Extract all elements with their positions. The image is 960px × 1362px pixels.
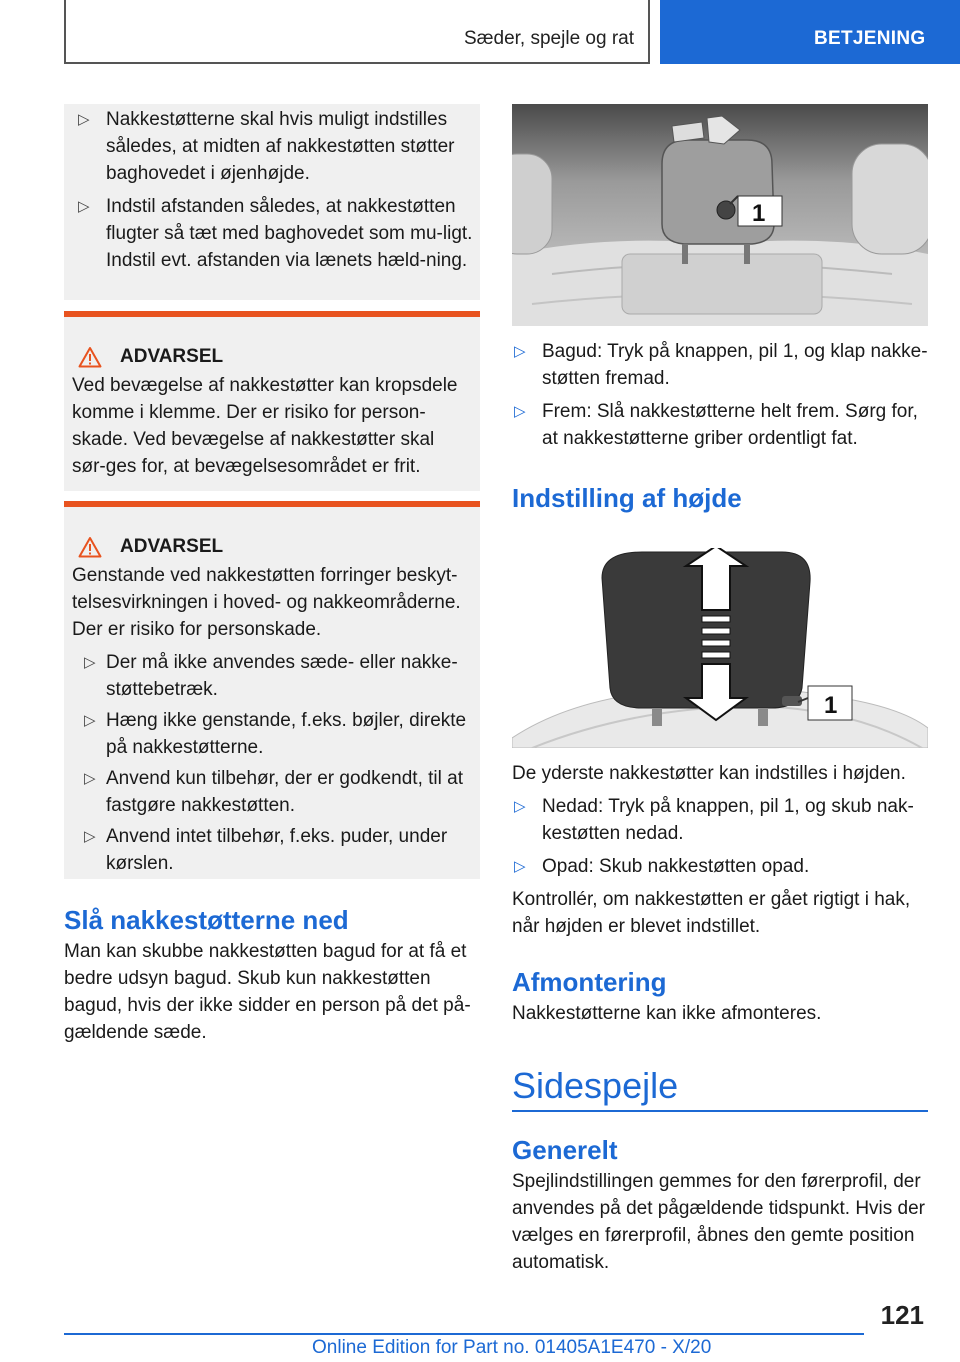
intro-bullet-box <box>64 104 480 300</box>
removal-section <box>512 966 928 1027</box>
intro-bullet-1: ▷ Nakkestøtterne skal hvis muligt indstilles således, at midten af nakkestøtten støtter baghovedet i øjenhøjde. <box>64 106 480 187</box>
bullet-triangle-icon: ▷ <box>78 111 90 128</box>
callout-label: 1 <box>752 200 766 227</box>
headrest-height-image <box>512 548 928 748</box>
height-bullet-2: ▷ Opad: Skub nakkestøtten opad. <box>512 853 928 880</box>
warning-text: Genstande ved nakkestøtten forringer beskyt-telsesvirkningen i hoved- og nakkeområderne. Der er risiko for personskade. <box>72 565 461 640</box>
bullet-triangle-icon: ▷ <box>514 798 526 815</box>
fold-bullet-1: ▷ Bagud: Tryk på knappen, pil 1, og klap nakke-støtten fremad. <box>512 338 928 392</box>
height-note: Kontrollér, om nakkestøtten er gået rigtigt i hak, når højden er blevet indstillet. <box>512 889 911 937</box>
section-text: Man kan skubbe nakkestøtten bagud for at få et bedre udsyn bagud. Skub kun nakkestøtten bagud, hvis der ikke sidder en person på det på-gældende sæde. <box>64 941 471 1043</box>
page-number: 121 <box>880 1300 924 1330</box>
warning-triangle-icon <box>78 346 102 368</box>
bullet-triangle-icon: ▷ <box>84 828 96 845</box>
bullet-triangle-icon: ▷ <box>78 198 90 215</box>
mirrors-divider <box>512 1110 928 1112</box>
warning-heading: ADVARSEL <box>72 533 472 560</box>
warning-text: Ved bevægelse af nakkestøtter kan kropsdele komme i klemme. Der er risiko for person-skade. Ved bevægelse af nakkestøtter skal sør-ges for, at bevægelsesområdet er frit. <box>72 375 458 477</box>
mirrors-heading: Sidespejle <box>512 1065 679 1106</box>
bullet-triangle-icon: ▷ <box>84 712 96 729</box>
headrest-fold-image <box>512 104 928 326</box>
section-heading: Slå nakkestøtterne ned <box>64 905 349 935</box>
warning-bullet-3: ▷ Anvend kun tilbehør, der er godkendt, til at fastgøre nakkestøtten. <box>70 765 472 819</box>
warning-box-1 <box>64 311 480 491</box>
header-chapter-title: BETJENING <box>814 28 926 49</box>
mirrors-section <box>512 1064 928 1276</box>
bullet-triangle-icon: ▷ <box>84 654 96 671</box>
header-section-title: Sæder, spejle og rat <box>463 28 634 49</box>
fold-section <box>64 904 480 1046</box>
bullet-triangle-icon: ▷ <box>514 403 526 420</box>
mirrors-text: Spejlindstillingen gemmes for den førerprofil, der anvendes på det pågældende tidspunkt. Hvis der vælges en førerprofil, åbnes den gemte position automatisk. <box>512 1171 925 1273</box>
bullet-triangle-icon: ▷ <box>84 770 96 787</box>
warning-triangle-icon <box>78 536 102 558</box>
warning-heading: ADVARSEL <box>72 343 472 370</box>
header-section-box <box>64 0 650 64</box>
removal-heading: Afmontering <box>512 967 667 997</box>
height-text <box>512 760 928 940</box>
removal-text: Nakkestøtterne kan ikke afmonteres. <box>512 1003 822 1024</box>
callout-label: 1 <box>824 692 838 719</box>
height-intro: De yderste nakkestøtter kan indstilles i højden. <box>512 763 906 784</box>
intro-bullet-2: ▷ Indstil afstanden således, at nakkestøtten flugter så tæt med baghovedet som mu-ligt. Indstil evt. afstanden via lænets hæld-ning. <box>64 193 480 274</box>
fold-bullet-2: ▷ Frem: Slå nakkestøtterne helt frem. Sørg for, at nakkestøtterne griber ordentligt fat. <box>512 398 928 452</box>
bullet-triangle-icon: ▷ <box>514 343 526 360</box>
footer-edition: Online Edition for Part no. 01405A1E470 - X/20 <box>312 1337 712 1358</box>
header-chapter-tab <box>660 0 960 64</box>
mirrors-subheading: Generelt <box>512 1135 618 1165</box>
bullet-triangle-icon: ▷ <box>514 858 526 875</box>
warning-box-2 <box>64 501 480 879</box>
height-heading: Indstilling af højde <box>512 483 742 513</box>
warning-bullet-4: ▷ Anvend intet tilbehør, f.eks. puder, under kørslen. <box>70 823 472 877</box>
footer-divider <box>64 1333 864 1335</box>
height-bullet-1: ▷ Nedad: Tryk på knappen, pil 1, og skub nak-kestøtten nedad. <box>512 793 928 847</box>
fold-bullets <box>512 338 928 456</box>
warning-bullet-1: ▷ Der må ikke anvendes sæde- eller nakke-støttebetræk. <box>70 649 472 703</box>
warning-bullet-2: ▷ Hæng ikke genstande, f.eks. bøjler, direkte på nakkestøtterne. <box>70 707 472 761</box>
